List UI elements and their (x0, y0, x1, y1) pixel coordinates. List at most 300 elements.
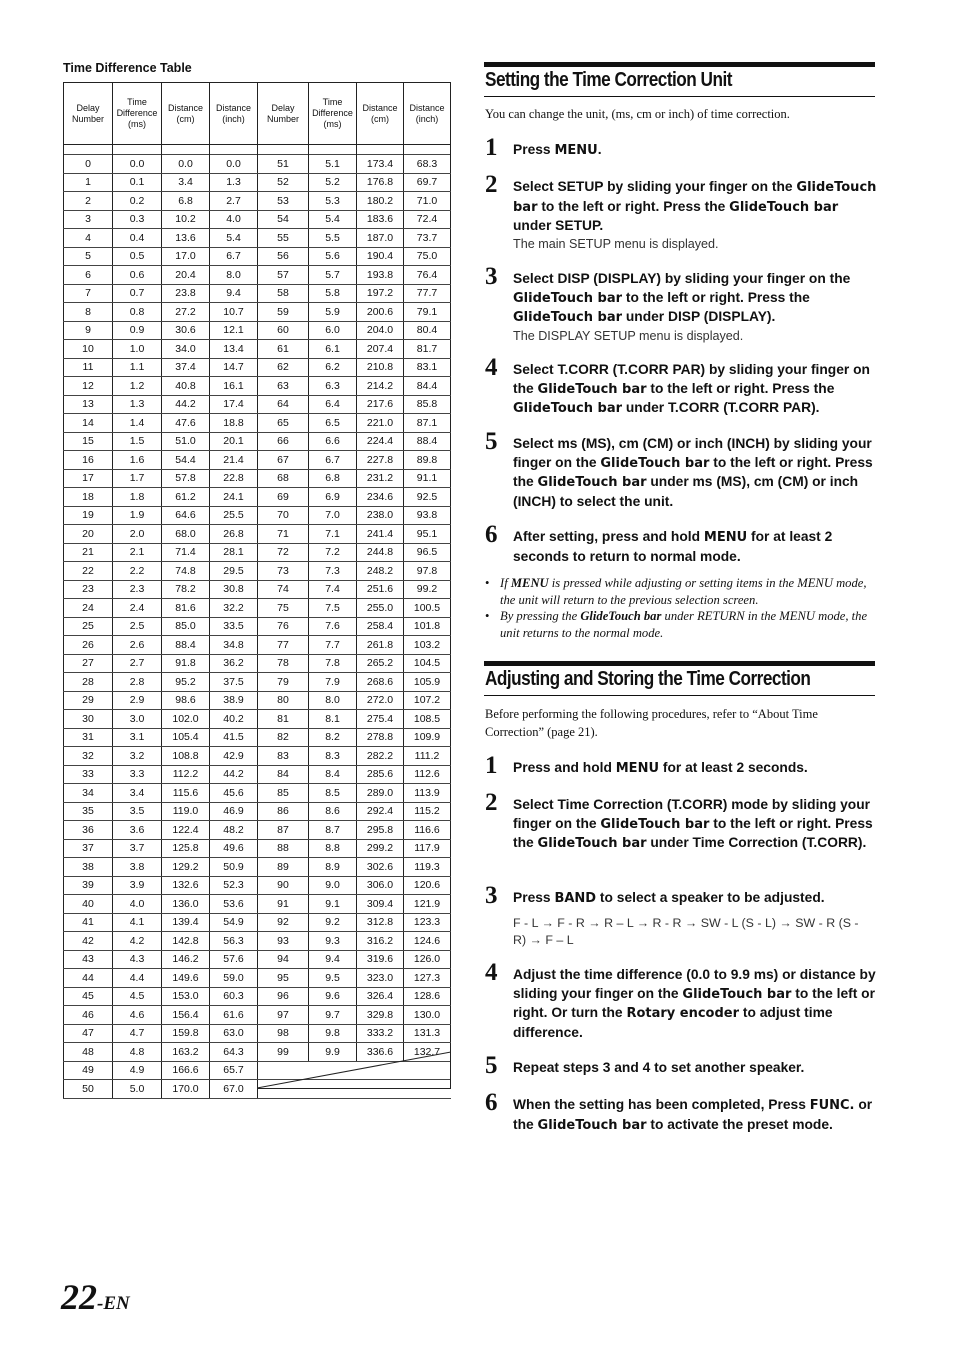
table-cell: 244.8 (357, 543, 404, 562)
table-cell: 7.3 (309, 562, 357, 581)
table-cell: 69.7 (404, 173, 451, 192)
note-text-part: By pressing the (500, 609, 581, 623)
table-row (64, 284, 451, 303)
table-cell: 32.2 (210, 599, 258, 618)
table-cell: 9.6 (309, 987, 357, 1006)
table-cell: 9.1 (309, 895, 357, 914)
step-text-part: Select SETUP by sliding your finger on the (513, 179, 797, 194)
page-number-value: 22 (61, 1277, 97, 1317)
step-4 (485, 959, 877, 1042)
table-cell: 261.8 (357, 636, 404, 655)
table-cell: 2.9 (113, 691, 162, 710)
table-cell: 9.2 (309, 913, 357, 932)
table-cell: 9.5 (309, 969, 357, 988)
table-cell: 94 (258, 950, 309, 969)
table-row (64, 340, 451, 359)
table-row (64, 673, 451, 692)
keyword: BAND (554, 891, 597, 906)
table-cell: 7.1 (309, 525, 357, 544)
table-cell: 85 (258, 784, 309, 803)
table-cell: 6.7 (309, 451, 357, 470)
table-row (64, 192, 451, 211)
table-cell: 97.8 (404, 562, 451, 581)
table-cell: 1.1 (113, 358, 162, 377)
table-cell: 121.9 (404, 895, 451, 914)
table-cell: 2.7 (210, 192, 258, 211)
table-cell: 8.5 (309, 784, 357, 803)
table-cell: 108.5 (404, 710, 451, 729)
table-cell: 73.7 (404, 229, 451, 248)
table-cell: 57.6 (210, 950, 258, 969)
table-cell: 76.4 (404, 266, 451, 285)
table-cell: 268.6 (357, 673, 404, 692)
step-number: 5 (485, 1052, 498, 1079)
step-2 (485, 789, 877, 854)
table-cell: 10.2 (162, 210, 210, 229)
header-cell: Time Difference (ms) (309, 83, 357, 145)
table-cell: 9.4 (210, 284, 258, 303)
table-cell: 5.6 (309, 247, 357, 266)
table-cell: 3.6 (113, 821, 162, 840)
step-text (513, 270, 877, 328)
table-cell: 58 (258, 284, 309, 303)
table-cell: 142.8 (162, 932, 210, 951)
step-result: The DISPLAY SETUP menu is displayed. (513, 328, 744, 343)
table-cell: 27 (64, 654, 113, 673)
table-cell: 9.3 (309, 932, 357, 951)
table-cell: 29.5 (210, 562, 258, 581)
table-cell: 2.8 (113, 673, 162, 692)
table-cell: 2.4 (113, 599, 162, 618)
table-cell: 68 (258, 469, 309, 488)
table-cell: 59 (258, 303, 309, 322)
table-cell: 289.0 (357, 784, 404, 803)
note-text (500, 608, 875, 641)
table-cell: 129.2 (162, 858, 210, 877)
table-cell: 6.3 (309, 377, 357, 396)
table-cell: 39 (64, 876, 113, 895)
table-cell: 292.4 (357, 802, 404, 821)
step-number: 2 (485, 171, 498, 198)
table-cell: 5.3 (309, 192, 357, 211)
table-cell: 132.7 (404, 1043, 451, 1062)
table-cell: 4.5 (113, 987, 162, 1006)
table-cell: 45 (64, 987, 113, 1006)
table-cell: 183.6 (357, 210, 404, 229)
table-row (64, 784, 451, 803)
table-cell: 163.2 (162, 1043, 210, 1062)
table-cell: 92 (258, 913, 309, 932)
table-cell: 42 (64, 932, 113, 951)
note-text-part: If (500, 576, 511, 590)
table-cell: 85.8 (404, 395, 451, 414)
table-cell: 104.5 (404, 654, 451, 673)
table-cell: 22.8 (210, 469, 258, 488)
table-cell: 323.0 (357, 969, 404, 988)
table-cell: 126.0 (404, 950, 451, 969)
step-6 (485, 521, 877, 566)
table-cell: 21.4 (210, 451, 258, 470)
keyword: GlideTouch bar (513, 180, 877, 215)
table-cell: 92.5 (404, 488, 451, 507)
table-cell: 5.9 (309, 303, 357, 322)
table-cell: 224.4 (357, 432, 404, 451)
table-cell: 107.2 (404, 691, 451, 710)
table-cell: 36.2 (210, 654, 258, 673)
table-cell: 56.3 (210, 932, 258, 951)
table-cell: 7.9 (309, 673, 357, 692)
step-text-part: Press (513, 890, 555, 905)
table-cell: 74 (258, 580, 309, 599)
table-cell: 49.6 (210, 839, 258, 858)
table-cell: 84 (258, 765, 309, 784)
table-cell: 7.2 (309, 543, 357, 562)
table-cell: 90 (258, 876, 309, 895)
table-cell: 51 (258, 155, 309, 174)
table-cell: 61.6 (210, 1006, 258, 1025)
table-row (64, 303, 451, 322)
table-cell: 2.7 (113, 654, 162, 673)
table-cell: 251.6 (357, 580, 404, 599)
step-3 (485, 263, 877, 345)
table-cell: 159.8 (162, 1024, 210, 1043)
table-cell: 221.0 (357, 414, 404, 433)
table-cell: 10.7 (210, 303, 258, 322)
table-cell: 120.6 (404, 876, 451, 895)
table-cell: 71.4 (162, 543, 210, 562)
step-text-part: to select a speaker to be adjusted. (596, 890, 825, 905)
table-cell: 329.8 (357, 1006, 404, 1025)
step-text-part: to activate the preset mode. (646, 1116, 833, 1132)
table-cell: 97 (258, 1006, 309, 1025)
table-cell: 116.6 (404, 821, 451, 840)
step-text (513, 435, 877, 511)
table-cell: 56 (258, 247, 309, 266)
section-title-adjusting-storing: Adjusting and Storing the Time Correction (485, 668, 811, 690)
step-4 (485, 354, 877, 419)
table-cell: 4.7 (113, 1024, 162, 1043)
table-cell: 66 (258, 432, 309, 451)
step-6 (485, 1089, 877, 1135)
table-cell: 153.0 (162, 987, 210, 1006)
table-cell: 76 (258, 617, 309, 636)
table-cell: 8.6 (309, 802, 357, 821)
table-cell: 30 (64, 710, 113, 729)
table-cell: 68.3 (404, 155, 451, 174)
table-cell: 101.8 (404, 617, 451, 636)
table-cell: 20.1 (210, 432, 258, 451)
table-cell: 63.0 (210, 1024, 258, 1043)
keyword: MENU (703, 530, 748, 545)
table-cell: 9.8 (309, 1024, 357, 1043)
keyword: MENU (554, 143, 598, 158)
table-cell: 46.9 (210, 802, 258, 821)
table-cell: 190.4 (357, 247, 404, 266)
table-cell: 5.4 (210, 229, 258, 248)
table-cell: 34 (64, 784, 113, 803)
table-row (64, 969, 451, 988)
table-cell: 44 (64, 969, 113, 988)
table-cell: 0.9 (113, 321, 162, 340)
table-row (64, 691, 451, 710)
table-cell: 75.0 (404, 247, 451, 266)
table-cell: 309.4 (357, 895, 404, 914)
table-cell: 96 (258, 987, 309, 1006)
table-cell: 13 (64, 395, 113, 414)
table-cell: 72.4 (404, 210, 451, 229)
table-cell: 333.2 (357, 1024, 404, 1043)
step-text-part: to the left or right. Press the (646, 380, 835, 396)
table-cell: 3.7 (113, 839, 162, 858)
table-cell: 63 (258, 377, 309, 396)
table-title: Time Difference Table (63, 61, 192, 75)
table-cell: 258.4 (357, 617, 404, 636)
keyword: GlideTouch bar (682, 986, 792, 1002)
table-cell: 21 (64, 543, 113, 562)
table-cell: 282.2 (357, 747, 404, 766)
table-cell: 5.1 (309, 155, 357, 174)
step-text (513, 528, 877, 566)
table-row (64, 710, 451, 729)
step-text-part: Select DISP (DISPLAY) by sliding your finger on the (513, 271, 851, 286)
table-cell: 98.6 (162, 691, 210, 710)
section-rule-thick (484, 661, 875, 666)
table-cell: 299.2 (357, 839, 404, 858)
table-cell: 136.0 (162, 895, 210, 914)
table-cell: 100.5 (404, 599, 451, 618)
table-cell: 77.7 (404, 284, 451, 303)
table-cell: 69 (258, 488, 309, 507)
table-row (64, 987, 451, 1006)
step-text (513, 178, 877, 236)
step-text-part: or the (513, 1097, 873, 1132)
table-row (64, 506, 451, 525)
keyword: GlideTouch bar (600, 816, 710, 832)
table-cell: 4.9 (113, 1061, 162, 1080)
table-cell: 3.4 (162, 173, 210, 192)
table-cell: 6.7 (210, 247, 258, 266)
step-text-part: Select Time Correction (T.CORR) mode by sliding your finger on the (513, 797, 870, 831)
step-text-part: Adjust the time difference (0.0 to 9.9 ms) or distance by sliding your finger on the (513, 967, 876, 1001)
table-cell: 238.0 (357, 506, 404, 525)
table-cell: 336.6 (357, 1043, 404, 1062)
table-cell: 81.6 (162, 599, 210, 618)
table-cell: 2.1 (113, 543, 162, 562)
table-cell: 115.2 (404, 802, 451, 821)
table-cell: 197.2 (357, 284, 404, 303)
step-text-part: After setting, press and hold (513, 529, 704, 544)
step-text (513, 966, 877, 1042)
table-row (64, 432, 451, 451)
table-cell: 17.0 (162, 247, 210, 266)
table-cell: 55 (258, 229, 309, 248)
step-number: 3 (485, 263, 498, 290)
table-cell: 93.8 (404, 506, 451, 525)
table-cell: 0.8 (113, 303, 162, 322)
table-cell: 2 (64, 192, 113, 211)
table-cell: 27.2 (162, 303, 210, 322)
table-cell: 88.4 (404, 432, 451, 451)
table-cell: 13.6 (162, 229, 210, 248)
table-cell: 295.8 (357, 821, 404, 840)
table-cell: 3.9 (113, 876, 162, 895)
table-cell: 1.2 (113, 377, 162, 396)
table-cell: 207.4 (357, 340, 404, 359)
table-cell: 91.1 (404, 469, 451, 488)
table-cell: 119.0 (162, 802, 210, 821)
table-cell: 128.6 (404, 987, 451, 1006)
step-text-part: to the left or right. Press the (513, 454, 873, 489)
table-row (64, 728, 451, 747)
table-row (64, 599, 451, 618)
table-cell: 103.2 (404, 636, 451, 655)
table-cell: 124.6 (404, 932, 451, 951)
table-cell: 44.2 (162, 395, 210, 414)
header-cell: Distance (inch) (404, 83, 451, 145)
table-cell: 30.6 (162, 321, 210, 340)
table-cell: 112.2 (162, 765, 210, 784)
table-cell: 96.5 (404, 543, 451, 562)
table-cell: 48.2 (210, 821, 258, 840)
table-row (64, 858, 451, 877)
table-cell: 50 (64, 1080, 113, 1099)
table-cell: 8.1 (309, 710, 357, 729)
table-cell: 109.9 (404, 728, 451, 747)
table-row (64, 913, 451, 932)
section-intro: Before performing the following procedures, refer to “About Time Correction” (page 21). (485, 707, 818, 739)
header-cell: Time Difference (ms) (113, 83, 162, 145)
step-number: 4 (485, 959, 498, 986)
table-cell: 62 (258, 358, 309, 377)
step-text (513, 889, 877, 909)
step-text (513, 361, 877, 419)
step-1 (485, 752, 877, 779)
table-cell: 231.2 (357, 469, 404, 488)
table-cell: 112.6 (404, 765, 451, 784)
table-cell: 37 (64, 839, 113, 858)
table-cell: 5.0 (113, 1080, 162, 1099)
section-intro: You can change the unit, (ms, cm or inch) of time correction. (485, 107, 790, 121)
table-cell: 285.6 (357, 765, 404, 784)
table-cell: 1.8 (113, 488, 162, 507)
step-text-part: to the left or right. Or turn the (513, 985, 875, 1020)
table-cell: 204.0 (357, 321, 404, 340)
table-cell: 7.6 (309, 617, 357, 636)
table-cell: 67.0 (210, 1080, 258, 1099)
table-cell: 38 (64, 858, 113, 877)
table-cell: 3 (64, 210, 113, 229)
step-text-part: Press and hold (513, 760, 616, 775)
table-row (64, 488, 451, 507)
table-cell: 5.7 (309, 266, 357, 285)
table-cell: 255.0 (357, 599, 404, 618)
table-cell: 23.8 (162, 284, 210, 303)
table-row (64, 451, 451, 470)
table-cell: 117.9 (404, 839, 451, 858)
keyword: GlideTouch bar (600, 455, 710, 471)
table-cell: 0 (64, 155, 113, 174)
step-text-part: Repeat steps 3 and 4 to set another speaker. (513, 1060, 805, 1075)
table-cell: 4.0 (210, 210, 258, 229)
table-cell: 0.7 (113, 284, 162, 303)
table-cell: 25.5 (210, 506, 258, 525)
table-cell: 6.5 (309, 414, 357, 433)
table-row (64, 932, 451, 951)
table-cell: 123.3 (404, 913, 451, 932)
table-cell: 176.8 (357, 173, 404, 192)
table-row (64, 765, 451, 784)
table-cell: 108.8 (162, 747, 210, 766)
note-keyword: MENU (510, 576, 549, 590)
table-cell: 312.8 (357, 913, 404, 932)
table-cell: 52 (258, 173, 309, 192)
table-cell: 0.0 (162, 155, 210, 174)
step-text-part: Select T.CORR (T.CORR PAR) by sliding your finger on the (513, 362, 870, 396)
table-cell: 99.2 (404, 580, 451, 599)
table-cell: 93 (258, 932, 309, 951)
step-text (513, 1059, 877, 1078)
table-row (64, 395, 451, 414)
table-cell: 4.2 (113, 932, 162, 951)
table-cell: 0.3 (113, 210, 162, 229)
note-item (485, 575, 877, 608)
keyword: GlideTouch bar (729, 199, 839, 215)
table-cell: 84.4 (404, 377, 451, 396)
table-cell: 16 (64, 451, 113, 470)
table-cell: 227.8 (357, 451, 404, 470)
table-row (64, 895, 451, 914)
table-cell: 46 (64, 1006, 113, 1025)
table-row (64, 821, 451, 840)
table-cell: 44.2 (210, 765, 258, 784)
keyword: GlideTouch bar (537, 475, 647, 490)
table-cell: 9 (64, 321, 113, 340)
step-text-part: to the left or right. Press the (622, 289, 810, 305)
table-cell: 81 (258, 710, 309, 729)
step-text (513, 1096, 877, 1135)
page-number (61, 1276, 130, 1318)
table-cell: 3.0 (113, 710, 162, 729)
table-cell: 70 (258, 506, 309, 525)
table-cell: 6.6 (309, 432, 357, 451)
table-cell: 102.0 (162, 710, 210, 729)
table-cell: 2.0 (113, 525, 162, 544)
table-cell: 6.0 (309, 321, 357, 340)
table-cell: 131.3 (404, 1024, 451, 1043)
step-text-part: under T.CORR (T.CORR PAR). (622, 400, 820, 415)
table-row (64, 247, 451, 266)
table-cell: 139.4 (162, 913, 210, 932)
table-cell: 119.3 (404, 858, 451, 877)
table-cell: 79 (258, 673, 309, 692)
table-cell: 3.3 (113, 765, 162, 784)
keyword: GlideTouch bar (513, 310, 623, 325)
table-row (64, 414, 451, 433)
table-cell: 47.6 (162, 414, 210, 433)
note-item (485, 608, 877, 641)
note-keyword: GlideTouch bar (580, 609, 662, 623)
table-cell: 81.7 (404, 340, 451, 359)
table-cell: 14 (64, 414, 113, 433)
table-row (64, 747, 451, 766)
table-row (64, 1024, 451, 1043)
table-row (64, 876, 451, 895)
table-cell: 122.4 (162, 821, 210, 840)
table-cell: 65 (258, 414, 309, 433)
step-number: 6 (485, 1089, 498, 1116)
header-cell: Delay Number (64, 83, 113, 145)
table-cell: 326.4 (357, 987, 404, 1006)
